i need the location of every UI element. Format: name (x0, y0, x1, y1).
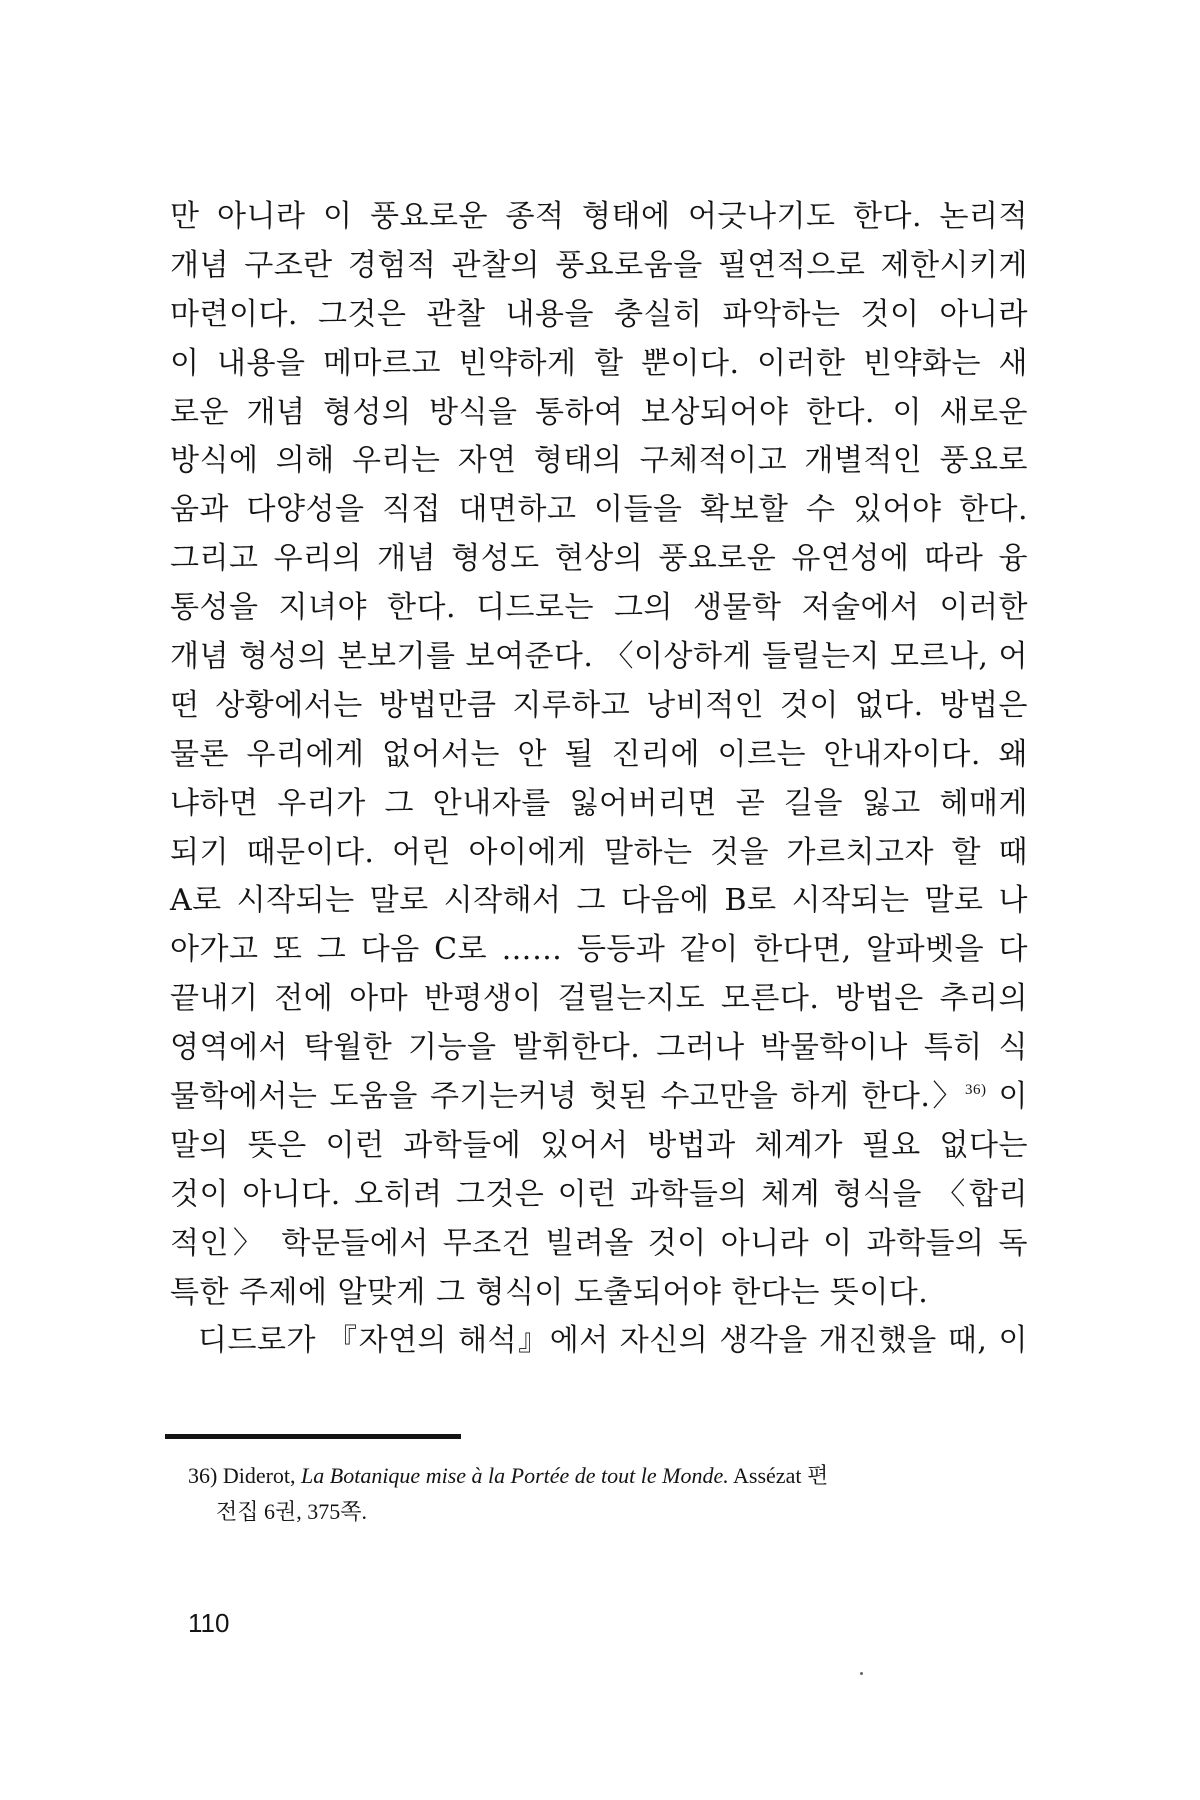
text-line: 말의 뜻은 이런 과학들에 있어서 방법과 체계가 필요 없다는 (170, 1127, 1028, 1163)
text-line: 끝내기 전에 아마 반평생이 걸릴는지도 모른다. 방법은 추리의 (170, 981, 1028, 1017)
footnote-line: 전집 6권, 375쪽. (216, 1499, 368, 1524)
text-line: 그리고 우리의 개념 형성도 현상의 풍요로운 유연성에 따라 융 (170, 541, 1028, 577)
scan-speck (860, 1672, 863, 1675)
text-line: 것이 아니다. 오히려 그것은 이런 과학들의 체계 형식을 〈합리 (170, 1176, 1028, 1212)
page-number: 110 (188, 1608, 230, 1638)
footnote-divider (165, 1434, 461, 1439)
new-paragraph-line: 디드로가 『자연의 해석』에서 자신의 생각을 개진했을 때, 이 (198, 1323, 1028, 1359)
footnote-line (188, 1458, 1030, 1494)
text-line: A로 시작되는 말로 시작해서 그 다음에 B로 시작되는 말로 나 (170, 883, 1028, 919)
text-line: 개념 구조란 경험적 관찰의 풍요로움을 필연적으로 제한시키게 (170, 247, 1028, 283)
paragraph-end-line: 특한 주제에 알맞게 그 형식이 도출되어야 한다는 뜻이다. (170, 1274, 929, 1310)
text-line: 영역에서 탁월한 기능을 발휘한다. 그러나 박물학이나 특히 식 (170, 1030, 1028, 1066)
text-segment: 이 (986, 1079, 1028, 1115)
text-line: 개념 형성의 본보기를 보여준다. 〈이상하게 들릴는지 모르나, 어 (170, 639, 1028, 675)
body-text (170, 193, 1028, 1366)
text-line-with-footnote-ref (170, 1073, 1028, 1122)
footnote-title: La Botanique mise à la Portée de tout le Monde. (301, 1463, 729, 1488)
footnote-edition: Assézat 편 (733, 1463, 829, 1488)
text-line: 물론 우리에게 없어서는 안 될 진리에 이르는 안내자이다. 왜 (170, 736, 1028, 772)
text-line: 움과 다양성을 직접 대면하고 이들을 확보할 수 있어야 한다. (170, 492, 1028, 528)
text-line: 냐하면 우리가 그 안내자를 잃어버리면 곧 길을 잃고 헤매게 (170, 785, 1028, 821)
text-line: 만 아니라 이 풍요로운 종적 형태에 어긋나기도 한다. 논리적 (170, 199, 1028, 234)
text-line: 아가고 또 그 다음 C로 …… 등등과 같이 한다면, 알파벳을 다 (170, 932, 1028, 968)
text-line: 마련이다. 그것은 관찰 내용을 충실히 파악하는 것이 아니라 (170, 296, 1028, 332)
footnote-number: 36) (188, 1463, 218, 1488)
footnote-reference: 36) (964, 1082, 987, 1099)
footnote (188, 1458, 1030, 1530)
text-line: 이 내용을 메마르고 빈약하게 할 뿐이다. 이러한 빈약화는 새 (170, 345, 1028, 381)
text-line: 로운 개념 형성의 방식을 통하여 보상되어야 한다. 이 새로운 (170, 394, 1028, 430)
text-line: 적인〉 학문들에서 무조건 빌려올 것이 아니라 이 과학들의 독 (170, 1225, 1028, 1261)
text-line: 되기 때문이다. 어린 아이에게 말하는 것을 가르치고자 할 때 (170, 834, 1028, 870)
text-line: 방식에 의해 우리는 자연 형태의 구체적이고 개별적인 풍요로 (170, 443, 1028, 479)
text-segment: 물학에서는 도움을 주기는커녕 헛된 수고만을 하게 한다.〉 (170, 1079, 965, 1115)
footnote-author: Diderot, (222, 1463, 296, 1488)
text-line: 떤 상황에서는 방법만큼 지루하고 낭비적인 것이 없다. 방법은 (170, 687, 1028, 723)
text-line: 통성을 지녀야 한다. 디드로는 그의 생물학 저술에서 이러한 (170, 590, 1028, 626)
